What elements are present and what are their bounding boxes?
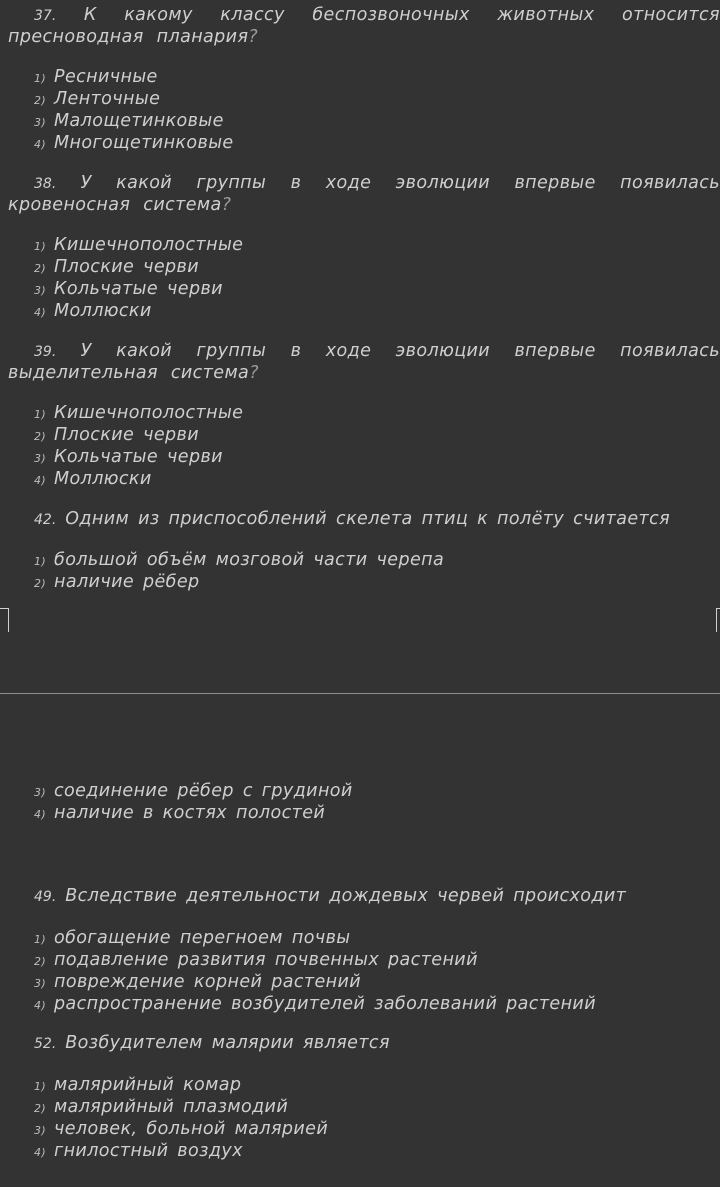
answer-text: Ленточные (54, 89, 161, 109)
answer-text: большой объём мозговой части черепа (54, 550, 445, 570)
answer-text: Кишечнополостные (54, 403, 244, 423)
answer-marker: 1) (34, 72, 47, 85)
answer-list-42-part-2 (34, 781, 353, 825)
answer-item (34, 803, 353, 825)
answer-item (34, 1075, 328, 1097)
answer-marker: 3) (34, 452, 47, 465)
answer-item (34, 279, 243, 301)
answer-marker: 2) (34, 577, 47, 590)
answer-text: соединение рёбер с грудиной (54, 781, 353, 801)
answer-item (34, 781, 353, 803)
question-number: 42. (34, 512, 57, 528)
answer-marker: 4) (34, 306, 47, 319)
answer-item (34, 89, 234, 111)
answer-marker: 4) (34, 1146, 47, 1159)
answer-list-39 (34, 403, 243, 491)
answer-list-49 (34, 928, 596, 1016)
answer-item (34, 572, 444, 594)
question-number: 37. (34, 8, 57, 24)
answer-text: распространение возбудителей заболеваний растений (54, 994, 596, 1014)
answer-marker: 4) (34, 474, 47, 487)
answer-marker: 3) (34, 786, 47, 799)
answer-item (34, 447, 243, 469)
answer-text: Моллюски (54, 301, 152, 321)
question-text: К какому классу беспозвоночных животных относится пресноводная планария (8, 5, 720, 47)
answer-marker: 2) (34, 94, 47, 107)
answer-text: Многощетинковые (54, 133, 234, 153)
answer-item (34, 235, 243, 257)
answer-marker: 2) (34, 1102, 47, 1115)
answer-text: наличие в костях полостей (54, 803, 326, 823)
answer-item (34, 928, 596, 950)
page-divider (0, 693, 720, 694)
answer-item (34, 257, 243, 279)
question-text: Возбудителем малярии является (65, 1033, 390, 1053)
answer-item (34, 950, 596, 972)
answer-text: Ресничные (54, 67, 158, 87)
answer-text: Плоские черви (54, 425, 200, 445)
page-corner-mark (716, 608, 720, 632)
answer-marker: 1) (34, 1080, 47, 1093)
question-52 (8, 1033, 720, 1055)
page-bottom (0, 758, 720, 1187)
answer-item (34, 301, 243, 323)
answer-text: малярийный комар (54, 1075, 242, 1095)
question-mark: ? (221, 195, 232, 215)
answer-marker: 4) (34, 808, 47, 821)
answer-item (34, 550, 444, 572)
question-number: 52. (34, 1036, 57, 1052)
answer-marker: 4) (34, 999, 47, 1012)
answer-list-37 (34, 67, 234, 155)
answer-list-42-part-1 (34, 550, 444, 594)
answer-item (34, 469, 243, 491)
answer-marker: 2) (34, 262, 47, 275)
answer-text: Кишечнополостные (54, 235, 244, 255)
question-42 (8, 509, 720, 531)
answer-text: обогащение перегноем почвы (54, 928, 351, 948)
answer-text: подавление развития почвенных растений (54, 950, 478, 970)
answer-list-38 (34, 235, 243, 323)
question-38 (8, 173, 720, 216)
question-37 (8, 5, 720, 48)
answer-marker: 3) (34, 1124, 47, 1137)
answer-marker: 2) (34, 430, 47, 443)
answer-marker: 2) (34, 955, 47, 968)
answer-marker: 3) (34, 284, 47, 297)
answer-marker: 1) (34, 555, 47, 568)
answer-marker: 1) (34, 240, 47, 253)
question-text: У какой группы в ходе эволюции впервые появилась выделительная система (8, 341, 720, 383)
question-text: У какой группы в ходе эволюции впервые появилась кровеносная система (8, 173, 720, 215)
question-number: 38. (34, 176, 57, 192)
answer-text: Кольчатые черви (54, 447, 223, 467)
question-mark: ? (248, 27, 259, 47)
answer-text: Плоские черви (54, 257, 200, 277)
answer-text: наличие рёбер (54, 572, 200, 592)
answer-text: человек, больной малярией (54, 1119, 329, 1139)
answer-marker: 4) (34, 138, 47, 151)
answer-marker: 3) (34, 116, 47, 129)
page-corner-mark (0, 608, 9, 632)
answer-item (34, 1097, 328, 1119)
answer-marker: 1) (34, 933, 47, 946)
answer-item (34, 111, 234, 133)
question-49 (8, 886, 720, 908)
question-text: Одним из приспособлений скелета птиц к полёту считается (65, 509, 671, 529)
answer-item (34, 972, 596, 994)
question-39 (8, 341, 720, 384)
answer-item (34, 403, 243, 425)
answer-text: гнилостный воздух (54, 1141, 243, 1161)
answer-item (34, 1119, 328, 1141)
answer-item (34, 994, 596, 1016)
answer-text: малярийный плазмодий (54, 1097, 289, 1117)
answer-marker: 1) (34, 408, 47, 421)
answer-text: Малощетинковые (54, 111, 224, 131)
answer-text: Кольчатые черви (54, 279, 223, 299)
answer-marker: 3) (34, 977, 47, 990)
answer-text: Моллюски (54, 469, 152, 489)
answer-item (34, 1141, 328, 1163)
question-text: Вследствие деятельности дождевых червей происходит (65, 886, 627, 906)
answer-list-52 (34, 1075, 328, 1163)
answer-item (34, 425, 243, 447)
answer-item (34, 67, 234, 89)
question-number: 39. (34, 344, 57, 360)
question-mark: ? (249, 363, 259, 383)
answer-text: повреждение корней растений (54, 972, 362, 992)
question-number: 49. (34, 889, 57, 905)
answer-item (34, 133, 234, 155)
